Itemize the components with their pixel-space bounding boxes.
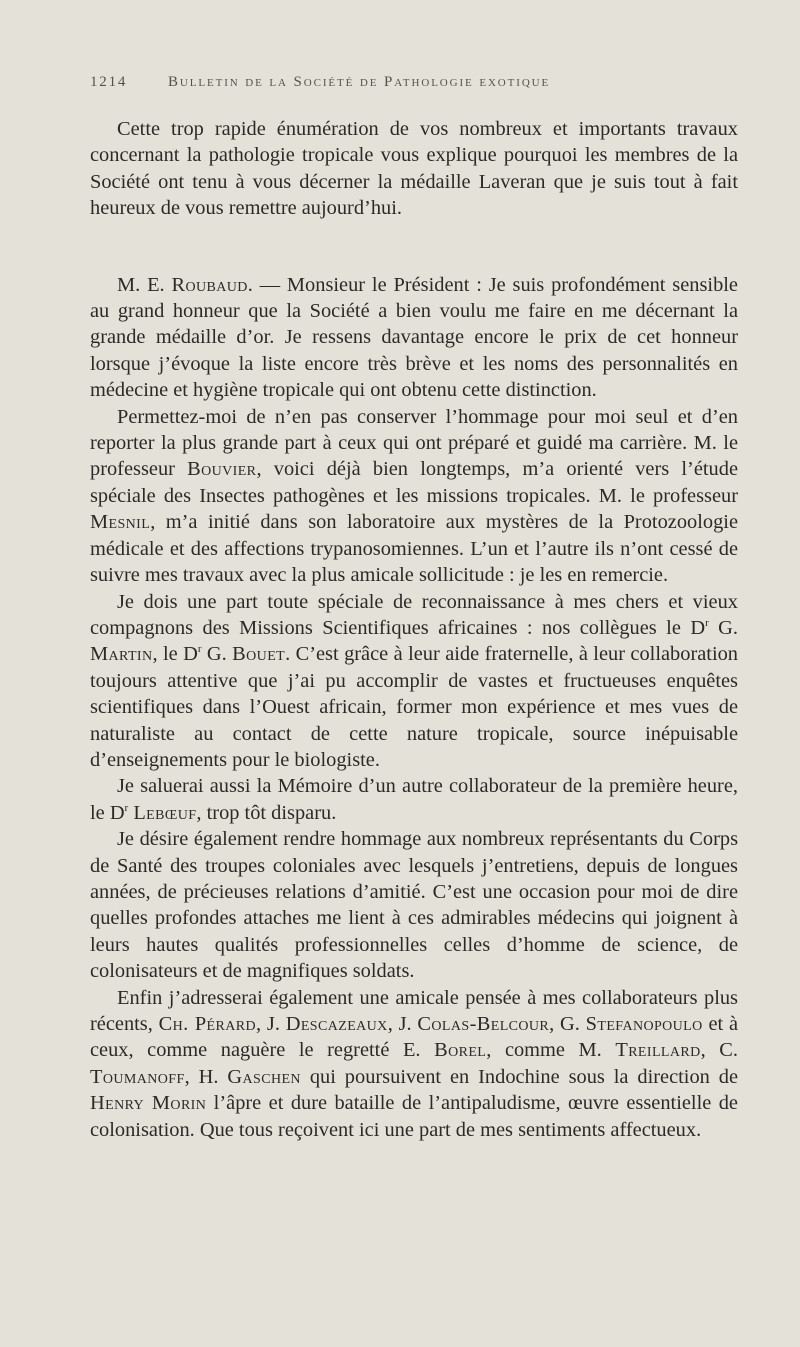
name-martin: Martin — [90, 643, 153, 666]
paragraph-6 — [90, 826, 738, 984]
body-text — [90, 116, 738, 1143]
name-stefanopoulo: Stefanopoulo — [585, 1013, 703, 1035]
name-toumanoff: Toumanoff — [90, 1065, 185, 1088]
name-mesnil: Mesnil — [90, 511, 151, 534]
name-treillard: Treillard — [615, 1039, 701, 1062]
paragraph-5: Je saluerai aussi la Mémoire d’un autre collaborateur de la première heure, le $D^r$ Lebœuf, trop tôt disparu. — [90, 775, 738, 824]
name-gaschen: Gaschen — [227, 1065, 301, 1088]
name-perard: Ch. Pérard — [158, 1013, 257, 1035]
paragraph-4: Je dois une part toute spéciale de reconnaissance à mes chers et vieux compagnons des Missions Scientifiques africaines : nos collègues le $D^r$ G. Martin, le $D^r$ G. Bouet. C’est grâce à leur aide fraternelle, à leur collaboration toujours attentive que j’ai pu accomplir de vastes et fructueuses enquêtes scientifiques dans l’Ouest africain, former mon expérience et mes vues de naturaliste au contact de cette nature tropicale, source inépuisable d’enseignements pour le biologiste. — [90, 590, 739, 771]
name-descazeaux: Descazeaux — [285, 1013, 388, 1035]
running-head — [90, 74, 738, 108]
paragraph-text: Cette trop rapide énumération de vos nombreux et importants travaux concernant la pathologie tropicale vous explique pourquoi les membres de la Société ont tenu à vous décerner la médaille Laveran que je suis tout à fait heureux de vous remettre aujourd’hui. — [90, 118, 738, 220]
journal-title: Bulletin de la Société de Pathologie exotique — [168, 74, 551, 90]
name-leboeuf: Lebœuf — [133, 801, 197, 824]
paragraph-text: . — Monsieur le Président : Je suis profondément sensible au grand honneur que la Société a bien voulu me faire en me décernant la grande médaille d’or. Je ressens davantage encore le prix de cet honneur lorsque j’évoque la liste encore très brève et les noms des personnalités en médecine et hygiène tropicale qui ont obtenu cette distinction. — [90, 273, 738, 402]
paragraph-2 — [90, 272, 738, 404]
name-borel: Borel — [434, 1039, 487, 1062]
name-bouvier: Bouvier — [187, 458, 257, 481]
name-colas-belcour: Colas-Belcour — [417, 1013, 550, 1035]
paragraph-text: Je désire également rendre hommage aux nombreux représentants du Corps de Santé des troupes coloniales avec lesquels j’entretiens, depuis de longues années, de précieuses relations d’amitié. C’est une occasion pour moi de dire quelles profondes attaches me lient à ces admirables médecins qui joignent à leurs hautes qualités professionnelles celles d’homme de science, de colonisateurs et de magnifiques soldats. — [90, 828, 738, 983]
name-henry-morin: Henry Morin — [90, 1092, 207, 1115]
speaker-initials: M. E. — [117, 273, 165, 296]
name-bouet: Bouet — [232, 643, 286, 666]
paragraph-7: Enfin j’adresserai également une amicale pensée à mes collaborateurs plus récents, Ch. Pérard, J. Descazeaux, J. Colas-Belcour, G. Stefanopoulo et à ceux, comme naguère le regretté E. Borel, comme M. Treillard, C. Toumanoff, H. Gaschen qui poursuivent en Indochine sous la direction de Henry Morin l’âpre et dure bataille de l’antipaludisme, œuvre essentielle de colonisation. Que tous reçoivent ici une part de mes sentiments affectueux. — [90, 986, 739, 1141]
page-number: 1214 — [90, 74, 128, 90]
paragraph-1 — [90, 116, 738, 222]
paragraph-3: Permettez-moi de n’en pas conserver l’hommage pour moi seul et d’en reporter la plus grande part à ceux qui ont préparé et guidé ma carrière. M. le professeur Bouvier, voici déjà bien longtemps, m’a orienté vers l’étude spéciale des Insectes pathogènes et les missions tropicales. M. le professeur Mesnil, m’a initié dans son laboratoire aux mystères de la Protozoologie médicale et des affections trypanosomiennes. L’un et l’autre ils n’ont cessé de suivre mes travaux avec la plus amicale sollicitude : je les en remercie. — [90, 405, 738, 587]
speaker-name: Roubaud — [171, 273, 248, 296]
